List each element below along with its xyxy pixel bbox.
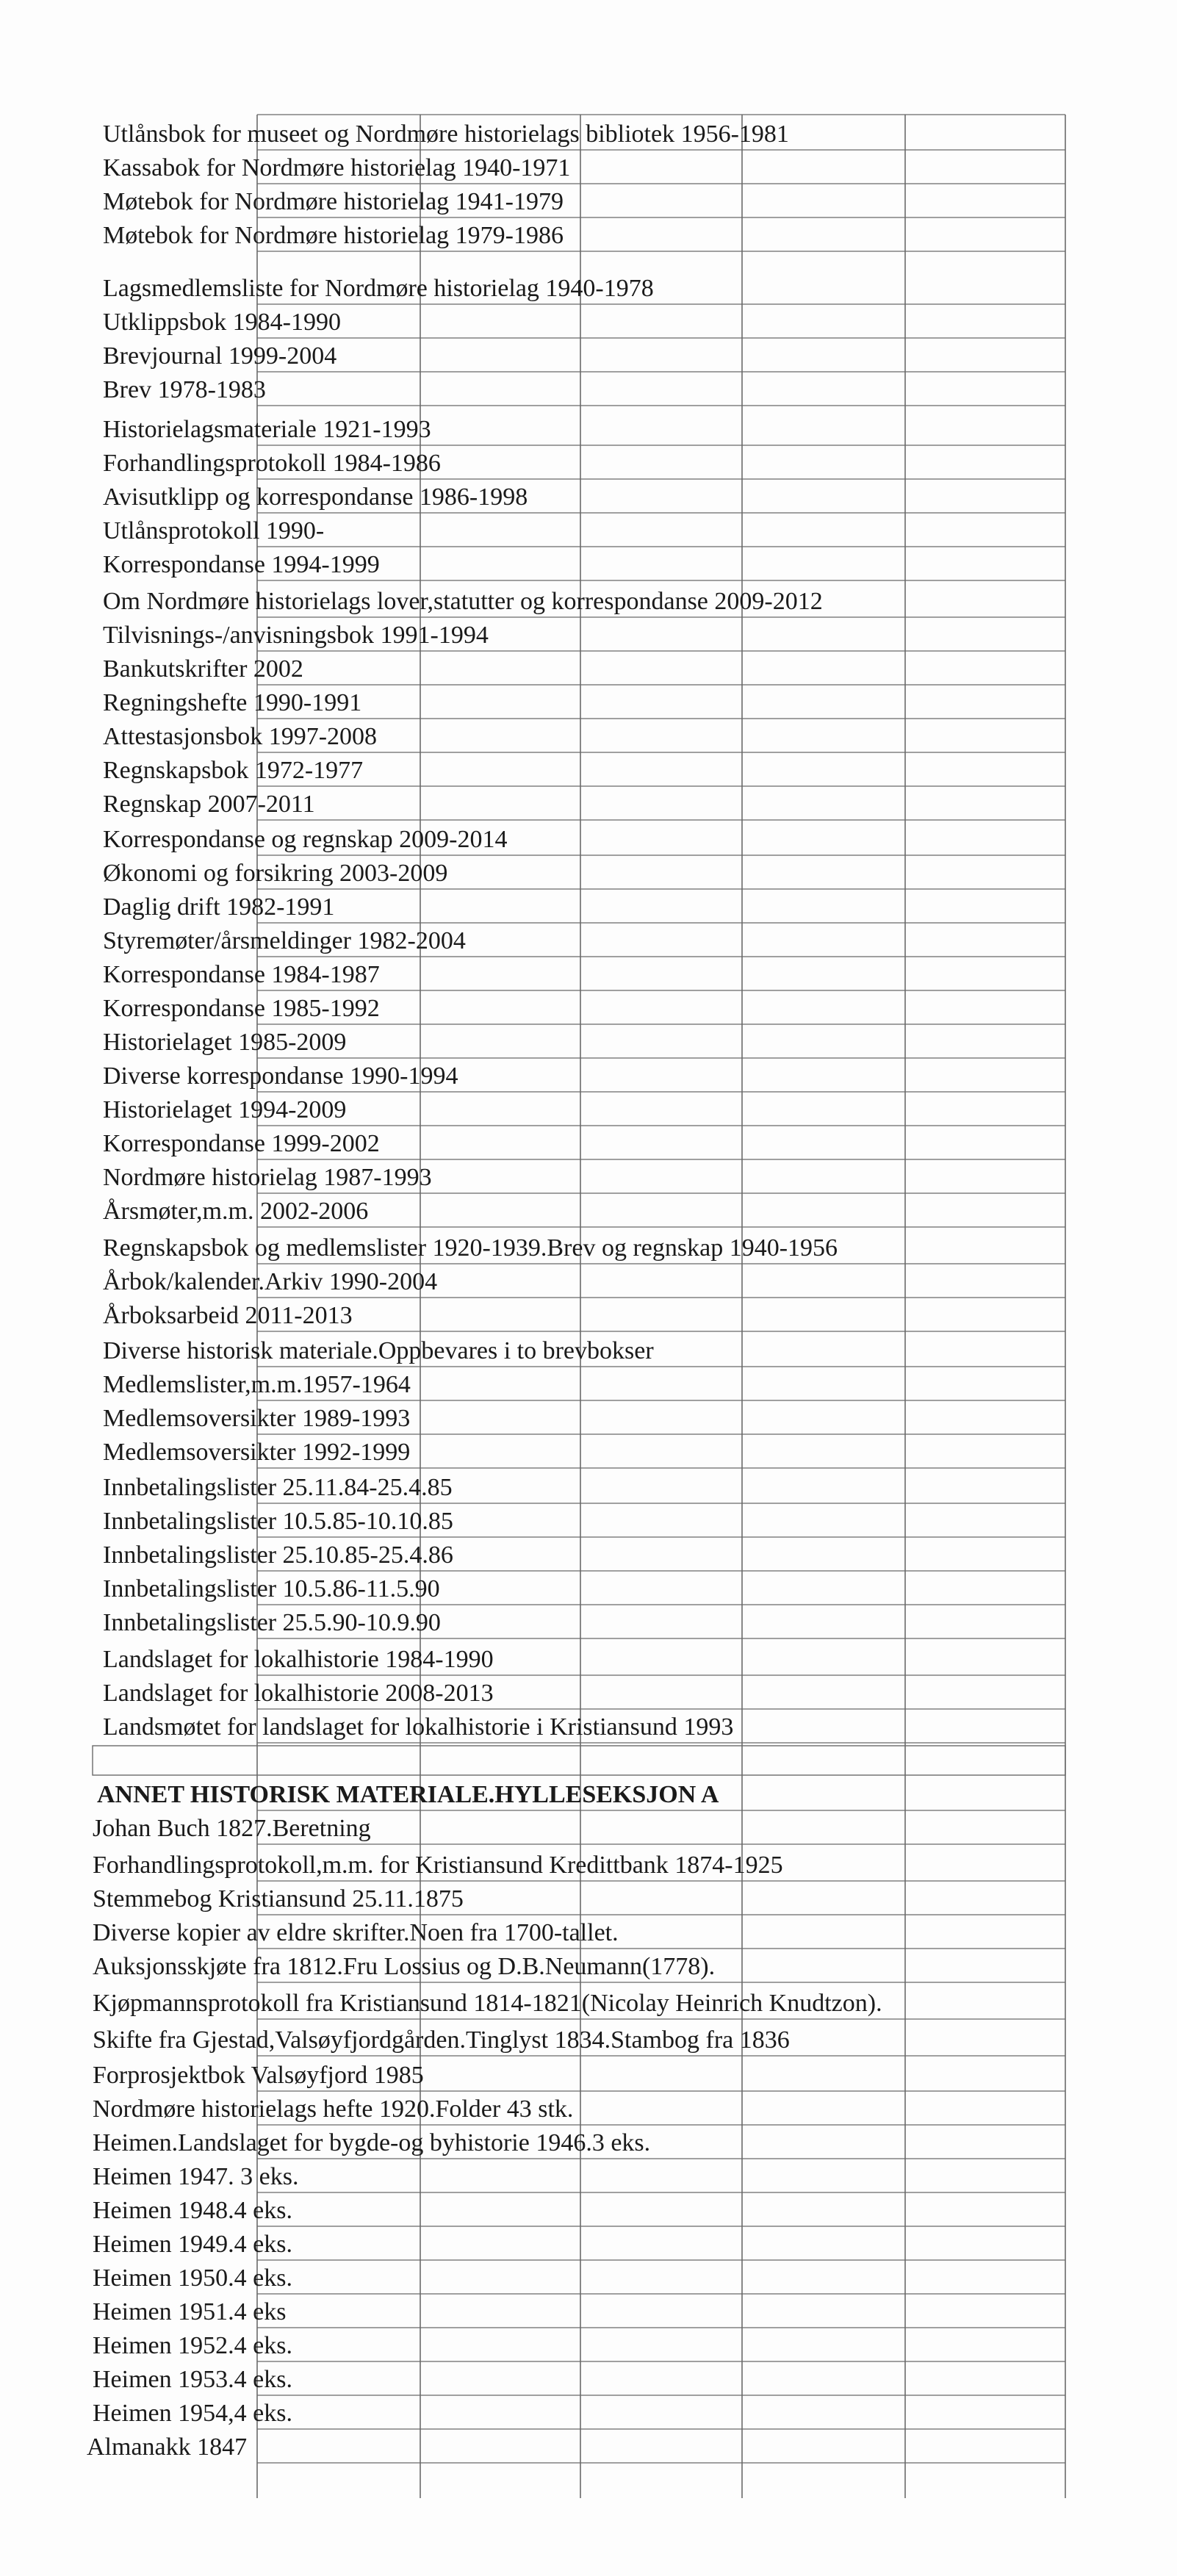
list-line: Brev 1978-1983: [103, 376, 266, 403]
list-line: Historielagsmateriale 1921-1993: [103, 416, 431, 443]
list-line: Heimen 1954,4 eks.: [93, 2400, 292, 2427]
list-line: Kassabok for Nordmøre historielag 1940-1971: [103, 154, 571, 181]
list-line: Utlånsbok for museet og Nordmøre historielags bibliotek 1956-1981: [103, 120, 789, 148]
list-line: Landslaget for lokalhistorie 1984-1990: [103, 1646, 494, 1673]
list-line: Møtebok for Nordmøre historielag 1941-1979: [103, 188, 564, 215]
section-heading: ANNET HISTORISK MATERIALE.HYLLESEKSJON A: [97, 1781, 719, 1808]
list-line: Utlånsprotokoll 1990-: [103, 517, 325, 544]
list-line: Innbetalingslister 25.5.90-10.9.90: [103, 1609, 441, 1636]
list-line: Årsmøter,m.m. 2002-2006: [103, 1198, 369, 1225]
list-line: Heimen 1950.4 eks.: [93, 2264, 292, 2292]
list-line: Regnskapsbok 1972-1977: [103, 757, 364, 784]
list-line: Landslaget for lokalhistorie 2008-2013: [103, 1680, 494, 1707]
list-line: Medlemsoversikter 1989-1993: [103, 1405, 411, 1432]
list-line: Heimen 1952.4 eks.: [93, 2332, 292, 2359]
list-line: Kjøpmannsprotokoll fra Kristiansund 1814-1821(Nicolay Heinrich Knudtzon).: [93, 1990, 882, 2017]
list-line: Auksjonsskjøte fra 1812.Fru Lossius og D.B.Neumann(1778).: [93, 1953, 716, 1980]
list-line: Bankutskrifter 2002: [103, 655, 303, 683]
list-line: Daglig drift 1982-1991: [103, 893, 335, 921]
list-line: Forhandlingsprotokoll,m.m. for Kristiansund Kredittbank 1874-1925: [93, 1852, 783, 1879]
list-line: Regnskap 2007-2011: [103, 791, 315, 818]
list-line: Nordmøre historielag 1987-1993: [103, 1164, 432, 1191]
list-line: Heimen 1953.4 eks.: [93, 2366, 292, 2393]
list-line: Innbetalingslister 25.11.84-25.4.85: [103, 1474, 453, 1501]
list-line: Innbetalingslister 10.5.85-10.10.85: [103, 1508, 453, 1535]
list-line: Regningshefte 1990-1991: [103, 689, 362, 716]
list-line: Diverse korrespondanse 1990-1994: [103, 1062, 458, 1090]
list-line: Forhandlingsprotokoll 1984-1986: [103, 450, 441, 477]
list-line: Avisutklipp og korrespondanse 1986-1998: [103, 483, 528, 511]
list-line: Møtebok for Nordmøre historielag 1979-1986: [103, 222, 564, 249]
list-line: Historielaget 1985-2009: [103, 1029, 347, 1056]
list-line: Årboksarbeid 2011-2013: [103, 1302, 353, 1329]
list-line: Medlemsoversikter 1992-1999: [103, 1439, 411, 1466]
list-line: Nordmøre historielags hefte 1920.Folder 43 stk.: [93, 2095, 574, 2123]
list-line: Forprosjektbok Valsøyfjord 1985: [93, 2062, 424, 2089]
list-line: Styremøter/årsmeldinger 1982-2004: [103, 927, 466, 954]
list-line: Skifte fra Gjestad,Valsøyfjordgården.Tinglyst 1834.Stambog fra 1836: [93, 2026, 790, 2054]
list-line: Heimen 1951.4 eks: [93, 2298, 287, 2325]
list-line: Utklippsbok 1984-1990: [103, 309, 341, 336]
list-line: Landsmøtet for landslaget for lokalhistorie i Kristiansund 1993: [103, 1713, 734, 1741]
list-line: Heimen 1947. 3 eks.: [93, 2163, 299, 2190]
list-line: Diverse kopier av eldre skrifter.Noen fra 1700-tallet.: [93, 1919, 619, 1946]
list-line: Korrespondanse 1994-1999: [103, 551, 380, 578]
list-line: Johan Buch 1827.Beretning: [93, 1815, 371, 1842]
list-line: Heimen.Landslaget for bygde-og byhistorie 1946.3 eks.: [93, 2129, 651, 2156]
list-line: Korrespondanse og regnskap 2009-2014: [103, 826, 508, 853]
list-line: Almanakk 1847: [87, 2433, 248, 2461]
list-line: Heimen 1948.4 eks.: [93, 2197, 292, 2224]
list-line: Om Nordmøre historielags lover,statutter og korrespondanse 2009-2012: [103, 588, 823, 615]
list-line: Innbetalingslister 25.10.85-25.4.86: [103, 1541, 453, 1569]
list-line: Heimen 1949.4 eks.: [93, 2231, 292, 2258]
list-line: Økonomi og forsikring 2003-2009: [103, 860, 448, 887]
list-line: Medlemslister,m.m.1957-1964: [103, 1371, 411, 1398]
list-line: Attestasjonsbok 1997-2008: [103, 723, 378, 750]
list-line: Regnskapsbok og medlemslister 1920-1939.Brev og regnskap 1940-1956: [103, 1234, 838, 1262]
list-line: Stemmebog Kristiansund 25.11.1875: [93, 1885, 464, 1913]
list-line: Brevjournal 1999-2004: [103, 342, 337, 370]
list-line: Tilvisnings-/anvisningsbok 1991-1994: [103, 622, 489, 649]
list-line: Korrespondanse 1999-2002: [103, 1130, 380, 1157]
list-line: Innbetalingslister 10.5.86-11.5.90: [103, 1575, 440, 1602]
list-line: Korrespondanse 1984-1987: [103, 961, 380, 988]
empty-spacer-box: [93, 1746, 1065, 1775]
list-line: Korrespondanse 1985-1992: [103, 995, 380, 1022]
list-line: Årbok/kalender.Arkiv 1990-2004: [103, 1268, 438, 1295]
list-line: Historielaget 1994-2009: [103, 1096, 347, 1123]
list-line: Lagsmedlemsliste for Nordmøre historielag 1940-1978: [103, 275, 654, 302]
list-line: Diverse historisk materiale.Oppbevares i to brevbokser: [103, 1337, 654, 1364]
